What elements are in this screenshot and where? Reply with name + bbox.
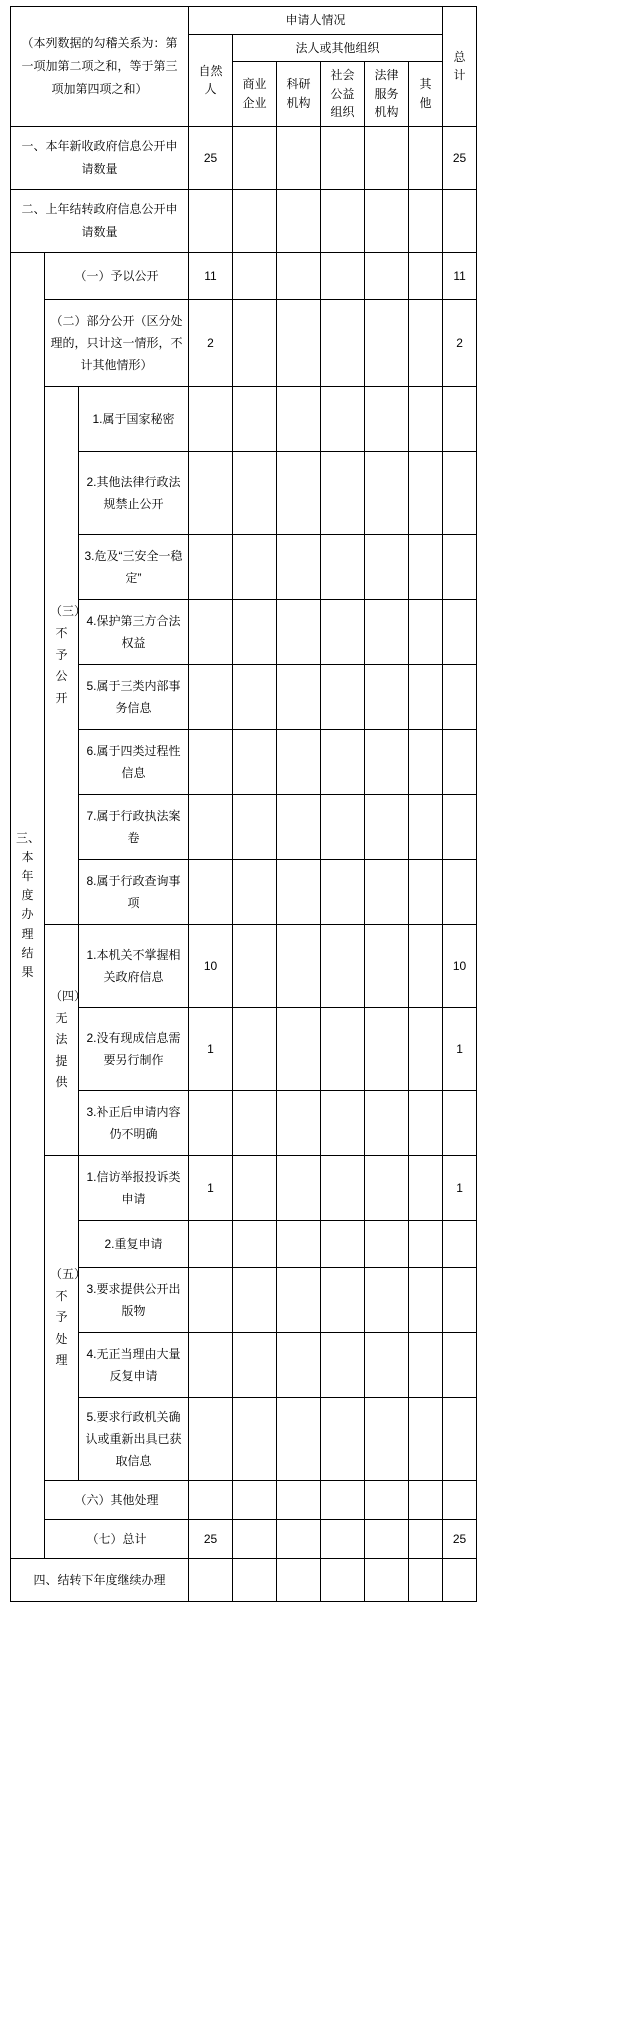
table-row (11, 451, 477, 534)
cell-value (409, 664, 443, 729)
cell-value (409, 1220, 443, 1267)
table-row (11, 1007, 477, 1090)
cell-value (321, 1397, 365, 1480)
cell-value (443, 859, 477, 924)
cell-value (365, 1090, 409, 1155)
cell-value (409, 1519, 443, 1558)
cell-value (443, 386, 477, 451)
cell-value (365, 386, 409, 451)
item-label: 5.要求行政机关确认或重新出具已获取信息 (79, 1397, 189, 1480)
cell-value (409, 534, 443, 599)
table-row (11, 924, 477, 1007)
table-row (11, 1397, 477, 1480)
group-label-subtotal: （七）总计 (45, 1519, 189, 1558)
cell-value (409, 729, 443, 794)
cell-value (189, 859, 233, 924)
cell-value (409, 386, 443, 451)
header-applicant-group: 申请人情况 (189, 7, 443, 35)
cell-value (233, 1267, 277, 1332)
cell-value (365, 1007, 409, 1090)
cell-value (277, 1007, 321, 1090)
item-label: 2.其他法律行政法规禁止公开 (79, 451, 189, 534)
cell-value: 25 (189, 126, 233, 189)
cell-value (409, 126, 443, 189)
group-label-partially-disclosed: （二）部分公开（区分处理的，只计这一情形，不计其他情形） (45, 299, 189, 386)
table-row (11, 664, 477, 729)
item-label: 4.无正当理由大量反复申请 (79, 1332, 189, 1397)
cell-value (409, 599, 443, 664)
cell-value (321, 664, 365, 729)
cell-value (233, 451, 277, 534)
item-label: 2.重复申请 (79, 1220, 189, 1267)
table-row (11, 1090, 477, 1155)
cell-value (321, 859, 365, 924)
cell-value (443, 189, 477, 252)
cell-value (233, 1480, 277, 1519)
cell-value (321, 924, 365, 1007)
cell-value (409, 1267, 443, 1332)
group-label-not-disclosed: （三）不予公开 (45, 386, 79, 924)
table-row (11, 252, 477, 299)
table-row (11, 1519, 477, 1558)
cell-value (277, 599, 321, 664)
cell-value (409, 1007, 443, 1090)
group-label-not-processed: （五）不予处理 (45, 1155, 79, 1480)
cell-value (277, 534, 321, 599)
cell-value (189, 1332, 233, 1397)
cell-value (277, 1220, 321, 1267)
cell-value (409, 1155, 443, 1220)
cell-value: 2 (443, 299, 477, 386)
table-row (11, 534, 477, 599)
item-label: 3.补正后申请内容仍不明确 (79, 1090, 189, 1155)
cell-value (233, 1558, 277, 1601)
item-label: 2.没有现成信息需要另行制作 (79, 1007, 189, 1090)
cell-value (409, 299, 443, 386)
table-row (11, 189, 477, 252)
cell-value (365, 664, 409, 729)
cell-value (277, 924, 321, 1007)
cell-value (321, 1519, 365, 1558)
cell-value (233, 1155, 277, 1220)
cell-value (189, 1480, 233, 1519)
cell-value (189, 1090, 233, 1155)
cell-value: 11 (189, 252, 233, 299)
cell-value (277, 1397, 321, 1480)
item-label: 3.要求提供公开出版物 (79, 1267, 189, 1332)
cell-value (277, 1519, 321, 1558)
cell-value (233, 299, 277, 386)
cell-value (365, 1558, 409, 1601)
header-row-1 (11, 7, 477, 35)
cell-value (365, 126, 409, 189)
section-label-annual-results: 三、本年度办理结果 (11, 252, 45, 1558)
cell-value (277, 859, 321, 924)
header-other: 其他 (409, 62, 443, 127)
cell-value (443, 1220, 477, 1267)
table-row (11, 386, 477, 451)
cell-value (189, 451, 233, 534)
cell-value (409, 794, 443, 859)
cell-value (277, 729, 321, 794)
cell-value (233, 924, 277, 1007)
cell-value (321, 1090, 365, 1155)
table-row (11, 299, 477, 386)
cell-value (189, 729, 233, 794)
cell-value (321, 794, 365, 859)
header-legal-group: 法人或其他组织 (233, 34, 443, 62)
cell-value (365, 599, 409, 664)
cell-value (321, 451, 365, 534)
cell-value (365, 189, 409, 252)
cell-value: 2 (189, 299, 233, 386)
cell-value (321, 252, 365, 299)
cell-value (443, 1332, 477, 1397)
header-legal-service: 法律服务机构 (365, 62, 409, 127)
cell-value (443, 729, 477, 794)
cell-value (189, 599, 233, 664)
cell-value (443, 451, 477, 534)
cell-value (189, 1397, 233, 1480)
cell-value (189, 1267, 233, 1332)
cell-value (233, 252, 277, 299)
cell-value (443, 794, 477, 859)
cell-value (321, 1558, 365, 1601)
cell-value (233, 189, 277, 252)
cell-value (233, 599, 277, 664)
cell-value (189, 386, 233, 451)
header-total: 总计 (443, 7, 477, 127)
cell-value (365, 1397, 409, 1480)
cell-value (409, 1090, 443, 1155)
cell-value (409, 924, 443, 1007)
gov-info-disclosure-table (10, 6, 477, 1602)
cell-value (189, 1220, 233, 1267)
cell-value (365, 1220, 409, 1267)
cell-value (443, 1558, 477, 1601)
group-label-disclosed: （一）予以公开 (45, 252, 189, 299)
cell-value (365, 451, 409, 534)
cell-value (277, 1480, 321, 1519)
cell-value: 10 (189, 924, 233, 1007)
cell-value (189, 189, 233, 252)
cell-value: 1 (189, 1155, 233, 1220)
cell-value (409, 1397, 443, 1480)
header-research: 科研机构 (277, 62, 321, 127)
cell-value (443, 664, 477, 729)
cell-value (409, 1558, 443, 1601)
cell-value: 25 (443, 1519, 477, 1558)
cell-value (277, 1332, 321, 1397)
cell-value (365, 1480, 409, 1519)
table-row (11, 1155, 477, 1220)
cell-value: 10 (443, 924, 477, 1007)
cell-value (233, 1519, 277, 1558)
cell-value (321, 1332, 365, 1397)
row-label-carryover-applications: 二、上年结转政府信息公开申请数量 (11, 189, 189, 252)
cell-value (409, 1480, 443, 1519)
cell-value (277, 794, 321, 859)
cell-value (409, 859, 443, 924)
header-social-welfare: 社会公益组织 (321, 62, 365, 127)
cell-value (409, 1332, 443, 1397)
cell-value (277, 1558, 321, 1601)
cell-value (233, 859, 277, 924)
cell-value (443, 1090, 477, 1155)
cell-value (365, 1267, 409, 1332)
item-label: 1.本机关不掌握相关政府信息 (79, 924, 189, 1007)
cell-value (365, 299, 409, 386)
table-row (11, 126, 477, 189)
cell-value (365, 924, 409, 1007)
cell-value (443, 599, 477, 664)
cell-value (277, 189, 321, 252)
cell-value (233, 534, 277, 599)
group-label-unable-to-provide: （四）无法提供 (45, 924, 79, 1155)
table-row (11, 1558, 477, 1601)
cell-value (189, 534, 233, 599)
cell-value (321, 1220, 365, 1267)
table-row (11, 729, 477, 794)
table-row (11, 1332, 477, 1397)
row-label-carry-to-next-year: 四、结转下年度继续办理 (11, 1558, 189, 1601)
table-row (11, 1220, 477, 1267)
cell-value (365, 729, 409, 794)
cell-value (233, 794, 277, 859)
cell-value (365, 534, 409, 599)
cell-value (233, 729, 277, 794)
item-label: 8.属于行政查询事项 (79, 859, 189, 924)
prefix-note: （本列数据的勾稽关系为：第一项加第二项之和，等于第三项加第四项之和） (11, 7, 189, 127)
item-label: 1.信访举报投诉类申请 (79, 1155, 189, 1220)
cell-value (321, 386, 365, 451)
cell-value: 1 (443, 1155, 477, 1220)
cell-value (321, 729, 365, 794)
cell-value (233, 1090, 277, 1155)
cell-value (233, 386, 277, 451)
cell-value (365, 252, 409, 299)
item-label: 4.保护第三方合法权益 (79, 599, 189, 664)
cell-value (365, 859, 409, 924)
cell-value (321, 1480, 365, 1519)
cell-value (277, 126, 321, 189)
cell-value (321, 599, 365, 664)
row-label-new-applications: 一、本年新收政府信息公开申请数量 (11, 126, 189, 189)
cell-value (409, 189, 443, 252)
header-commercial: 商业企业 (233, 62, 277, 127)
cell-value (277, 299, 321, 386)
cell-value (409, 451, 443, 534)
group-label-other-processing: （六）其他处理 (45, 1480, 189, 1519)
cell-value: 25 (189, 1519, 233, 1558)
cell-value (277, 252, 321, 299)
table-row (11, 1480, 477, 1519)
cell-value (277, 386, 321, 451)
item-label: 5.属于三类内部事务信息 (79, 664, 189, 729)
cell-value (233, 1397, 277, 1480)
cell-value (233, 126, 277, 189)
cell-value (189, 664, 233, 729)
header-natural-person: 自然人 (189, 34, 233, 126)
cell-value (321, 1267, 365, 1332)
cell-value (321, 534, 365, 599)
cell-value (233, 1007, 277, 1090)
cell-value (443, 1480, 477, 1519)
cell-value (321, 299, 365, 386)
cell-value (233, 1220, 277, 1267)
cell-value (443, 534, 477, 599)
cell-value (277, 664, 321, 729)
item-label: 1.属于国家秘密 (79, 386, 189, 451)
table-row (11, 794, 477, 859)
cell-value (409, 252, 443, 299)
cell-value: 1 (443, 1007, 477, 1090)
cell-value (321, 1007, 365, 1090)
cell-value (321, 1155, 365, 1220)
cell-value (189, 794, 233, 859)
cell-value (321, 126, 365, 189)
cell-value (443, 1267, 477, 1332)
cell-value: 25 (443, 126, 477, 189)
cell-value: 11 (443, 252, 477, 299)
cell-value (365, 1519, 409, 1558)
cell-value (189, 1558, 233, 1601)
item-label: 3.危及“三安全一稳定” (79, 534, 189, 599)
cell-value (233, 664, 277, 729)
cell-value (365, 1332, 409, 1397)
cell-value (233, 1332, 277, 1397)
cell-value (321, 189, 365, 252)
item-label: 7.属于行政执法案卷 (79, 794, 189, 859)
cell-value: 1 (189, 1007, 233, 1090)
cell-value (365, 794, 409, 859)
item-label: 6.属于四类过程性信息 (79, 729, 189, 794)
cell-value (277, 1090, 321, 1155)
cell-value (277, 1267, 321, 1332)
cell-value (277, 1155, 321, 1220)
cell-value (277, 451, 321, 534)
cell-value (443, 1397, 477, 1480)
table-row (11, 859, 477, 924)
cell-value (365, 1155, 409, 1220)
